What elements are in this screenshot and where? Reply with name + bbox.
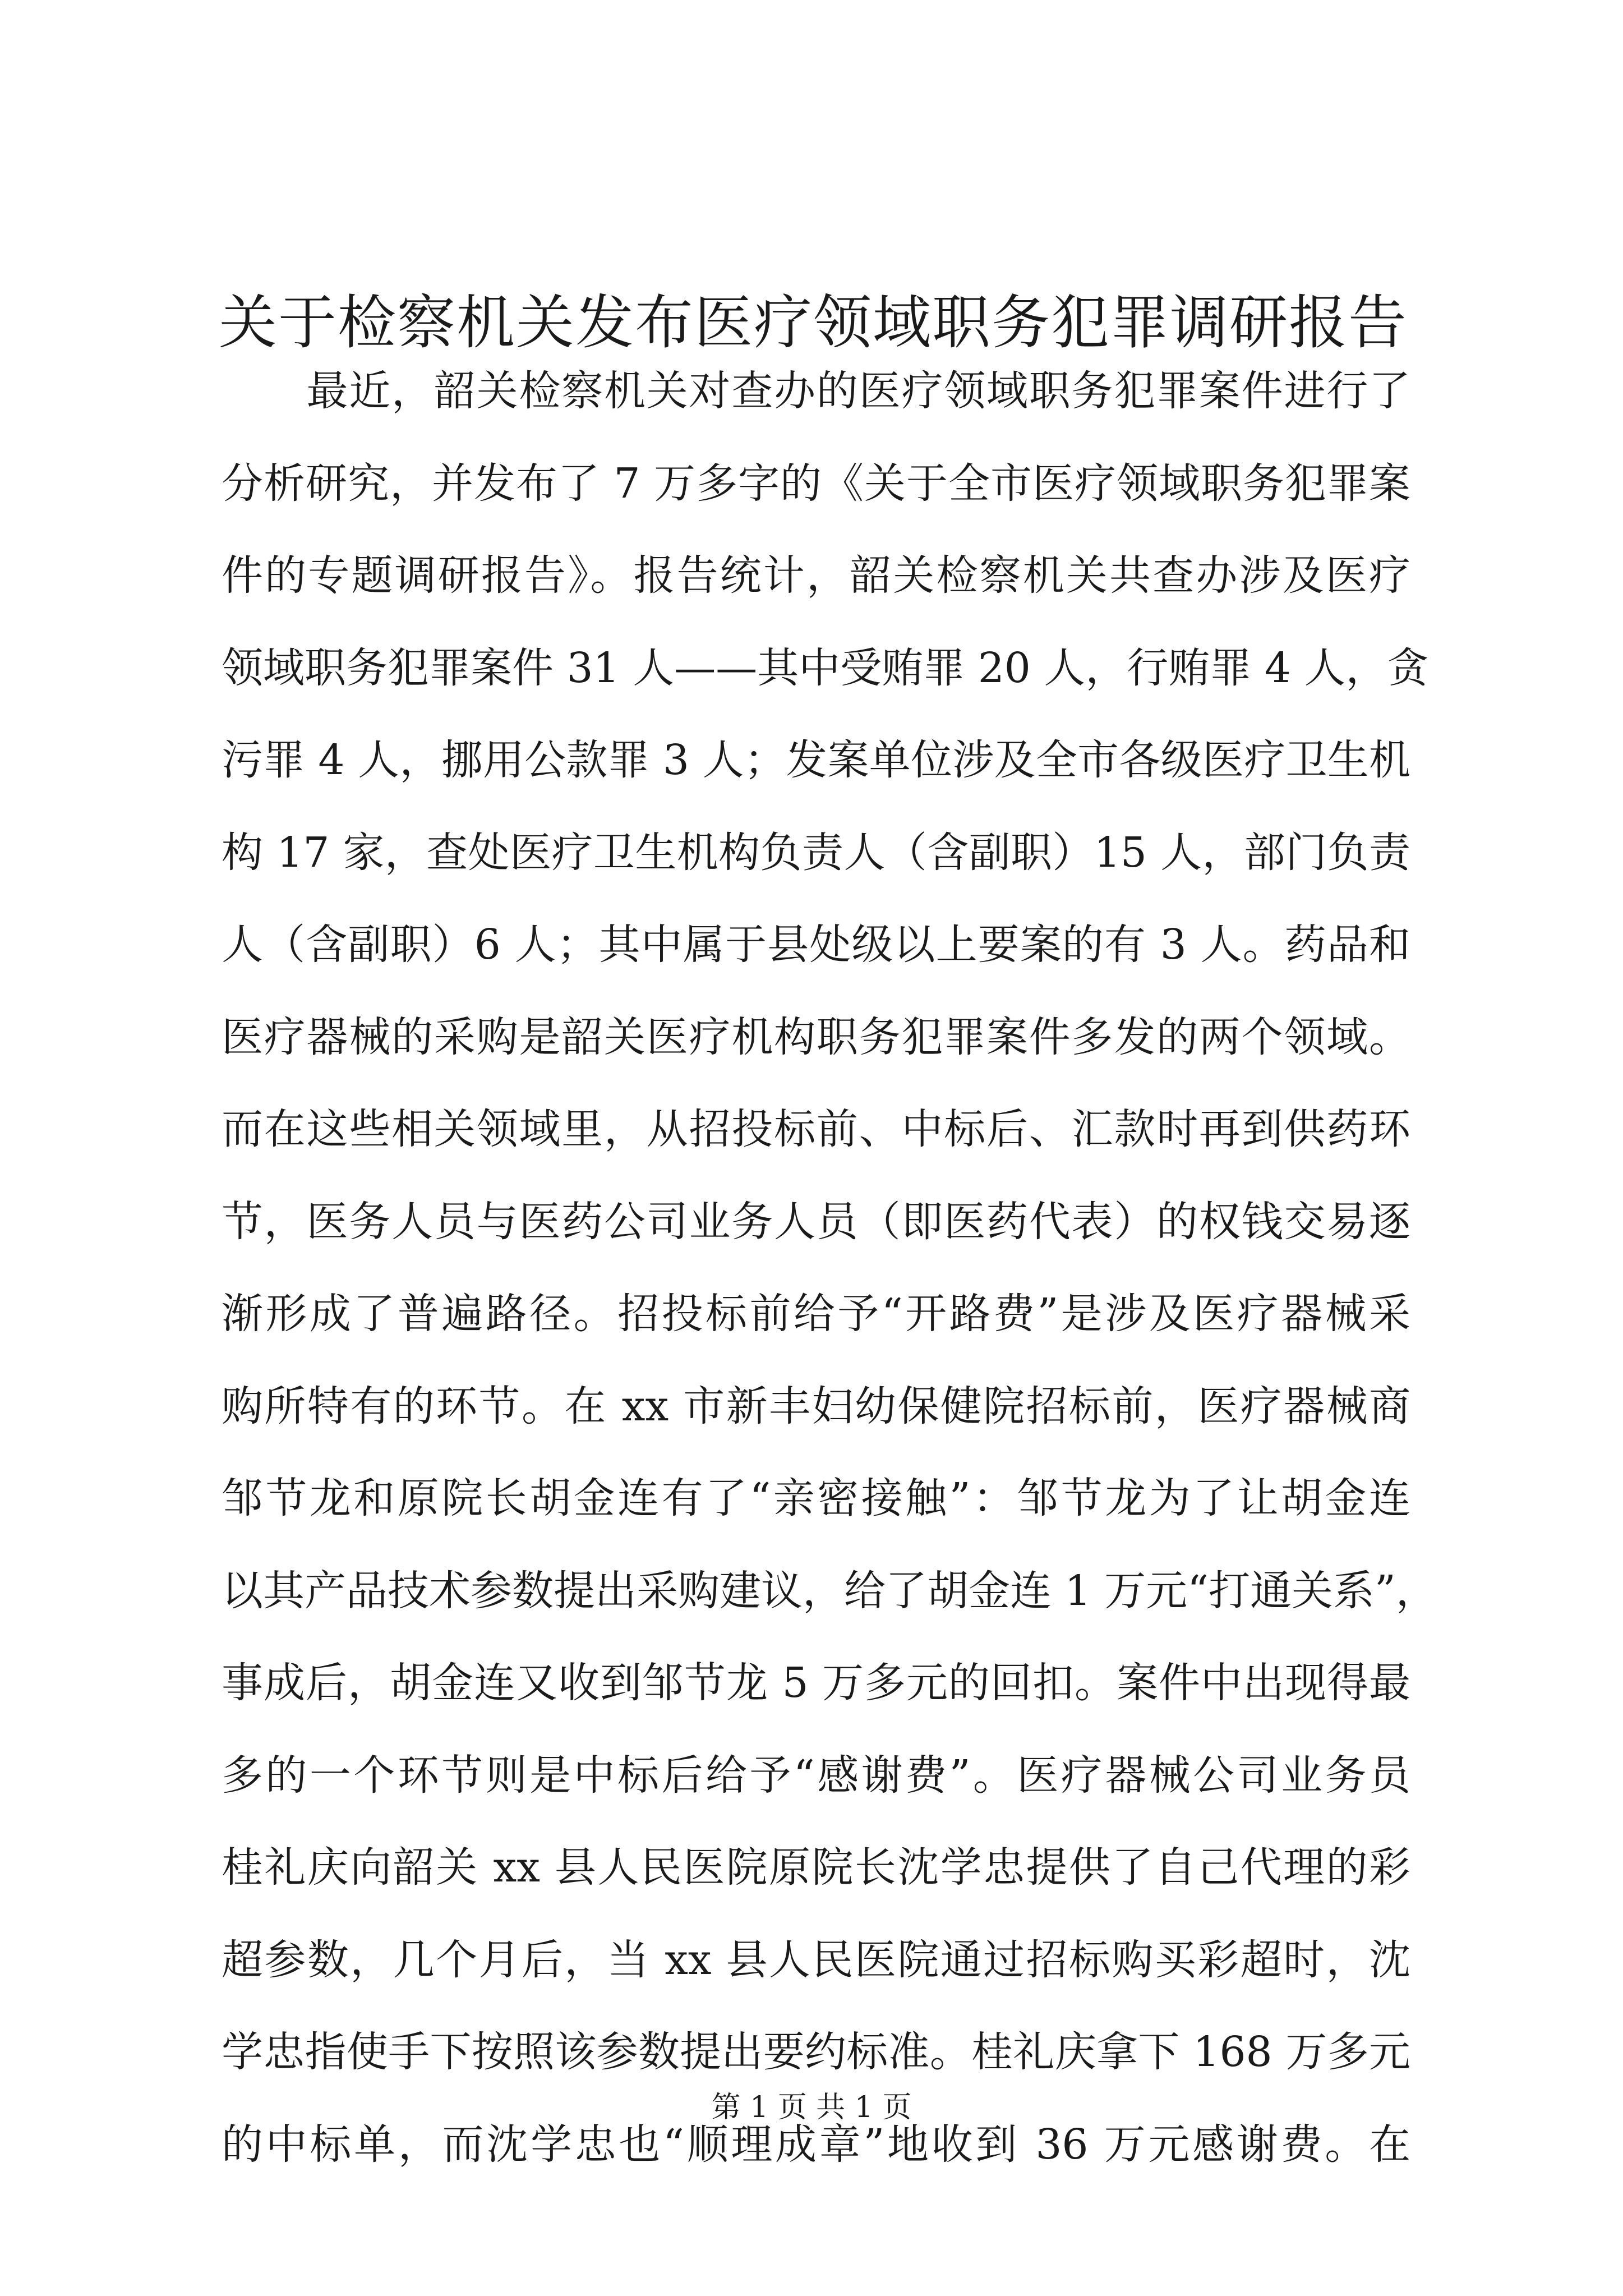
body-line: 事成后，胡金连又收到邹节龙 5 万多元的回扣。案件中出现得最 (222, 1659, 1410, 1707)
body-line: 而在这些相关领域里，从招投标前、中标后、汇款时再到供药环 (222, 1105, 1410, 1153)
document-body (222, 345, 1437, 2191)
body-line: 件的专题调研报告》。报告统计，韶关检察机关共查办涉及医疗 (222, 551, 1410, 600)
body-line: 分析研究，并发布了 7 万多字的《关于全市医疗领域职务犯罪案 (222, 459, 1410, 508)
body-line: 人（含副职）6 人；其中属于县处级以上要案的有 3 人。药品和 (222, 921, 1410, 969)
body-line: 节，医务人员与医药公司业务人员（即医药代表）的权钱交易逐 (222, 1197, 1410, 1246)
body-line: 最近，韶关检察机关对查办的医疗领域职务犯罪案件进行了 (222, 367, 1410, 415)
body-line: 多的一个环节则是中标后给予“感谢费”。医疗器械公司业务员 (222, 1751, 1410, 1800)
body-line: 邹节龙和原院长胡金连有了“亲密接触”：邹节龙为了让胡金连 (222, 1474, 1410, 1522)
body-line: 学忠指使手下按照该参数提出要约标准。桂礼庆拿下 168 万多元 (222, 2028, 1410, 2076)
body-line: 超参数，几个月后，当 xx 县人民医院通过招标购买彩超时，沈 (222, 1935, 1410, 1984)
body-line: 医疗器械的采购是韶关医疗机构职务犯罪案件多发的两个领域。 (222, 1013, 1410, 1061)
body-line: 的中标单，而沈学忠也“顺理成章”地收到 36 万元感谢费。在 (222, 2120, 1410, 2169)
body-line: 污罪 4 人，挪用公款罪 3 人；发案单位涉及全市各级医疗卫生机 (222, 736, 1410, 784)
page-footer: 第 1 页 共 1 页 (711, 2091, 912, 2124)
body-line: 以其产品技术参数提出采购建议，给了胡金连 1 万元“打通关系”， (222, 1566, 1437, 1615)
body-line: 购所特有的环节。在 xx 市新丰妇幼保健院招标前，医疗器械商 (222, 1382, 1410, 1430)
body-line: 渐形成了普遍路径。招投标前给予“开路费”是涉及医疗器械采 (222, 1290, 1410, 1338)
body-line: 桂礼庆向韶关 xx 县人民医院原院长沈学忠提供了自己代理的彩 (222, 1843, 1410, 1892)
body-line: 构 17 家，查处医疗卫生机构负责人（含副职）15 人，部门负责 (222, 828, 1410, 877)
body-line: 领域职务犯罪案件 31 人——其中受贿罪 20 人，行贿罪 4 人，贪 (222, 643, 1429, 692)
document-title: 关于检察机关发布医疗领域职务犯罪调研报告 (219, 288, 1408, 357)
